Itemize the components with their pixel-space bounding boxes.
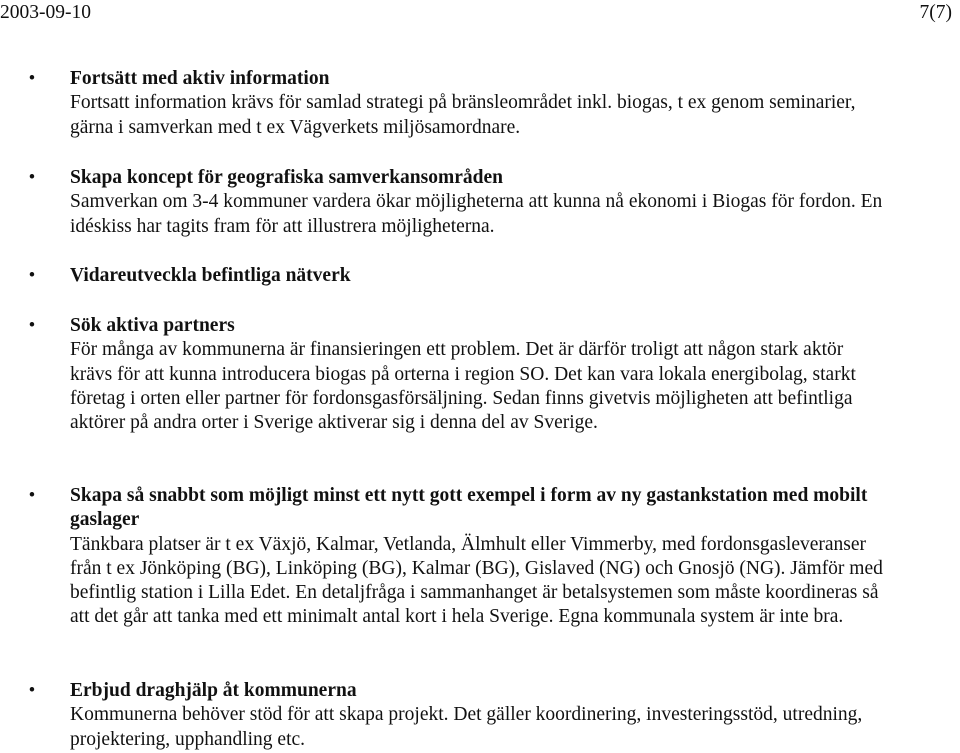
- bullet-icon: •: [28, 680, 36, 701]
- list-item-body: [70, 679, 885, 752]
- bullet-icon: •: [28, 68, 36, 89]
- bullet-icon: •: [28, 485, 36, 506]
- list-item-body: [70, 67, 885, 140]
- list-item-title: Vidareutveckla befintliga nätverk: [70, 265, 351, 286]
- list-item-text: Kommunerna behöver stöd för att skapa projekt. Det gäller koordinering, investeringsstöd, utredning, projektering, upphandling etc.: [70, 704, 863, 750]
- list-item-body: [70, 264, 885, 288]
- list-item-title: Skapa koncept för geografiska samverkansområden: [70, 167, 503, 188]
- page-header: [0, 0, 960, 26]
- list-item-text: Tänkbara platser är t ex Växjö, Kalmar, Vetlanda, Älmhult eller Vimmerby, med fordonsgasleveranser från t ex Jönköping (BG), Linköping (BG), Kalmar (BG), Gislaved (NG) och Gnosjö (NG). Jämför med befintlig station i Lilla Edet. En detaljfråga i sammanhanget är betalsystemen som måste koordineras så att det går att tanka med ett minimalt antal kort i hela Sverige. Egna kommunala system är inte bra.: [70, 533, 883, 628]
- bullet-icon: •: [28, 315, 36, 336]
- list-item-body: [70, 484, 885, 630]
- page-number: 7(7): [919, 2, 952, 23]
- list-item-body: [70, 314, 885, 435]
- list-item-title: Fortsätt med aktiv information: [70, 68, 330, 89]
- bullet-icon: •: [28, 167, 36, 188]
- list-item-body: [70, 166, 885, 239]
- list-item-text: Fortsatt information krävs för samlad strategi på bränsleområdet inkl. biogas, t ex genom seminarier, gärna i samverkan med t ex Vägverkets miljösamordnare.: [70, 92, 856, 138]
- list-item-title: Skapa så snabbt som möjligt minst ett nytt gott exempel i form av ny gastankstation med mobilt gaslager: [70, 485, 868, 531]
- list-item-text: För många av kommunerna är finansieringen ett problem. Det är därför troligt att någon stark aktör krävs för att kunna introducera biogas på orterna i region SO. Det kan vara lokala energibolag, starkt företag i orten eller partner för fordonsgasförsäljning. Sedan finns givetvis möjligheten att befintliga aktörer på andra orter i Sverige aktiverar sig i denna del av Sverige.: [70, 339, 856, 434]
- bullet-icon: •: [28, 265, 36, 286]
- list-item-title: Sök aktiva partners: [70, 315, 235, 336]
- list-item-text: Samverkan om 3-4 kommuner vardera ökar möjligheterna att kunna nå ekonomi i Biogas för fordon. En idéskiss har tagits fram för att illustrera möjligheterna.: [70, 191, 883, 237]
- list-item-title: Erbjud draghjälp åt kommunerna: [70, 680, 357, 701]
- document-date: 2003-09-10: [0, 2, 91, 23]
